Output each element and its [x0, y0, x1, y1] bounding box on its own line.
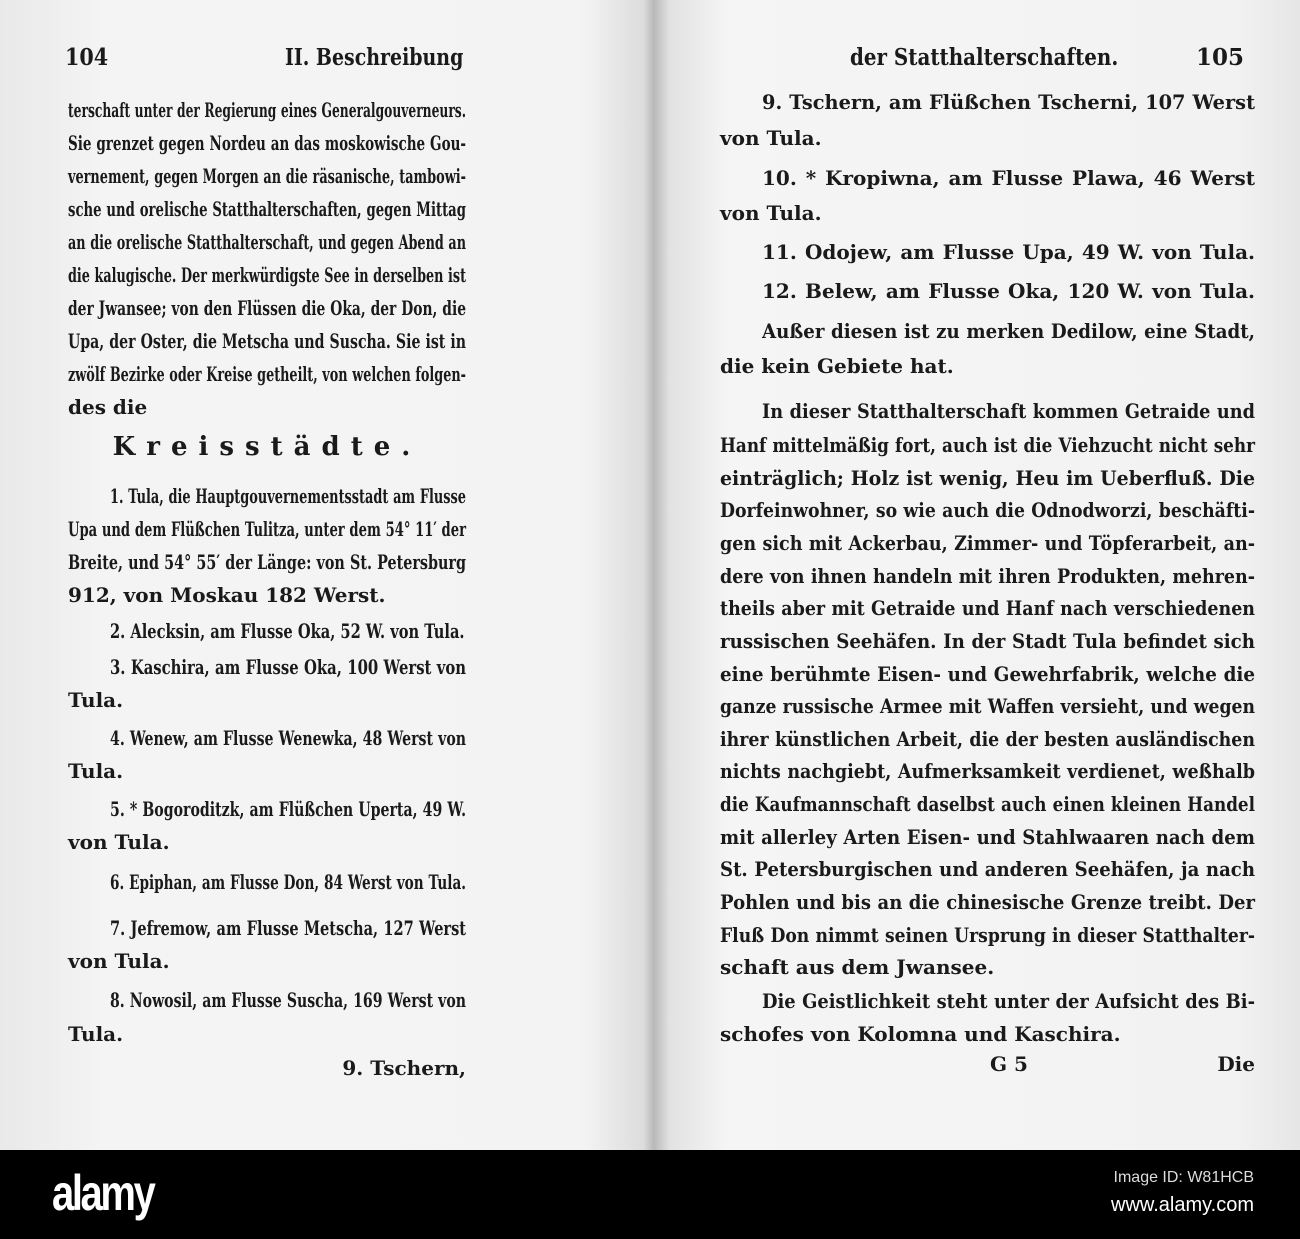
- text-line: 5. * Bogoroditzk, am Flüßchen Uperta, 49 W.: [110, 797, 466, 821]
- text-line: 1. Tula, die Hauptgouvernementsstadt am Flusse: [110, 484, 466, 508]
- text-line: gen sich mit Ackerbau, Zimmer- und Töpferarbeit, an-: [720, 531, 1255, 555]
- text-line: dere von ihnen handeln mit ihren Produkten, mehren-: [720, 564, 1255, 588]
- text-line: Sie grenzet gegen Nordeu an das moskowische Gou-: [68, 131, 466, 155]
- text-line: 7. Jefremow, am Flusse Metscha, 127 Werst: [110, 916, 466, 940]
- text-line: nichts nachgiebt, Aufmerksamkeit verdienet, weßhalb: [720, 759, 1255, 783]
- text-line: die kalugische. Der merkwürdigste See in derselben ist: [68, 263, 466, 287]
- text-line: von Tula.: [720, 126, 822, 150]
- text-line: 3. Kaschira, am Flusse Oka, 100 Werst von: [110, 655, 466, 679]
- text-line: schaft aus dem Jwansee.: [720, 955, 995, 979]
- right-page-number: 105: [1196, 44, 1245, 71]
- text-line: von Tula.: [68, 830, 170, 854]
- text-line: des die: [68, 395, 148, 419]
- text-line: terschaft unter der Regierung eines Generalgouverneurs.: [68, 98, 466, 122]
- text-line: 11. Odojew, am Flusse Upa, 49 W. von Tula.: [762, 240, 1255, 264]
- right-page: [720, 0, 1255, 1150]
- stock-photo-footer: [0, 1150, 1300, 1239]
- text-line: die Kaufmannschaft daselbst auch einen kleinen Handel: [720, 792, 1255, 816]
- text-line: sche und orelische Statthalterschaften, gegen Mittag: [68, 197, 466, 221]
- text-line: Breite, und 54° 55′ der Länge: von St. Petersburg: [68, 550, 466, 574]
- text-line: Außer diesen ist zu merken Dedilow, eine Stadt,: [762, 319, 1255, 343]
- text-line: Fluß Don nimmt seinen Ursprung in dieser Statthalter-: [720, 923, 1255, 947]
- text-line: 4. Wenew, am Flusse Wenewka, 48 Werst von: [110, 726, 466, 750]
- text-line: 9. Tschern, am Flüßchen Tscherni, 107 Werst: [762, 90, 1255, 114]
- text-line: an die orelische Statthalterschaft, und gegen Abend an: [68, 230, 467, 254]
- left-page: [68, 0, 466, 1150]
- text-line: 912, von Moskau 182 Werst.: [68, 583, 386, 607]
- text-line: 9. Tschern,: [342, 1056, 466, 1080]
- text-line: 6. Epiphan, am Flusse Don, 84 Werst von Tula.: [110, 870, 466, 894]
- image-id: Image ID: W81HCB: [1113, 1169, 1254, 1186]
- text-line: schofes von Kolomna und Kaschira.: [720, 1022, 1121, 1046]
- right-running-head: der Statthalterschaften.: [850, 44, 1119, 71]
- text-line: eine berühmte Eisen- und Gewehrfabrik, welche die: [720, 662, 1255, 686]
- text-line: mit allerley Arten Eisen- und Stahlwaaren nach dem: [720, 825, 1255, 849]
- text-line: Upa und dem Flüßchen Tulitza, unter dem 54° 11′ der: [68, 517, 466, 541]
- alamy-logo: alamy: [52, 1165, 154, 1221]
- text-line: die kein Gebiete hat.: [720, 354, 954, 378]
- text-line: Tula.: [68, 759, 124, 783]
- left-page-number: 104: [65, 44, 109, 71]
- text-line: theils aber mit Getraide und Hanf nach verschiedenen: [720, 596, 1255, 620]
- left-running-head: II. Beschreibung: [285, 44, 464, 71]
- text-line: der Jwansee; von den Flüssen die Oka, der Don, die: [68, 296, 466, 320]
- text-line: russischen Seehäfen. In der Stadt Tula befindet sich: [720, 629, 1255, 653]
- text-line: Tula.: [68, 688, 124, 712]
- text-line: Hanf mittelmäßig fort, auch ist die Viehzucht nicht sehr: [720, 433, 1255, 457]
- text-line: In dieser Statthalterschaft kommen Getraide und: [762, 399, 1255, 423]
- text-line: 2. Alecksin, am Flusse Oka, 52 W. von Tula.: [110, 619, 465, 643]
- signature-mark: G 5: [990, 1052, 1028, 1076]
- text-line: von Tula.: [720, 201, 822, 225]
- text-line: Tula.: [68, 1022, 124, 1046]
- catchword: Die: [1217, 1052, 1255, 1076]
- text-line: ganze russische Armee mit Waffen versieht, und wegen: [720, 694, 1255, 718]
- text-line: vernement, gegen Morgen an die räsanische, tambowi-: [68, 164, 466, 188]
- text-line: Upa, der Oster, die Metscha und Suscha. Sie ist in: [68, 329, 467, 353]
- text-line: 8. Nowosil, am Flusse Suscha, 169 Werst von: [110, 988, 466, 1012]
- website-link: www.alamy.com: [1111, 1194, 1254, 1216]
- text-line: Die Geistlichkeit steht unter der Aufsicht des Bi-: [762, 989, 1255, 1013]
- text-line: Pohlen und bis an die chinesische Grenze treibt. Der: [720, 890, 1255, 914]
- text-line: Dorfeinwohner, so wie auch die Odnodworzi, beschäfti-: [720, 498, 1255, 522]
- text-line: einträglich; Holz ist wenig, Heu im Ueberfluß. Die: [720, 466, 1255, 490]
- text-line: ihrer künstlichen Arbeit, die der besten ausländischen: [720, 727, 1255, 751]
- text-line: zwölf Bezirke oder Kreise getheilt, von welchen folgen-: [68, 362, 466, 386]
- text-line: von Tula.: [68, 949, 170, 973]
- section-heading: Kreisstädte.: [112, 432, 422, 462]
- text-line: 12. Belew, am Flusse Oka, 120 W. von Tula.: [762, 279, 1255, 303]
- text-line: St. Petersburgischen und anderen Seehäfen, ja nach: [720, 857, 1255, 881]
- text-line: 10. * Kropiwna, am Flusse Plawa, 46 Werst: [762, 166, 1255, 190]
